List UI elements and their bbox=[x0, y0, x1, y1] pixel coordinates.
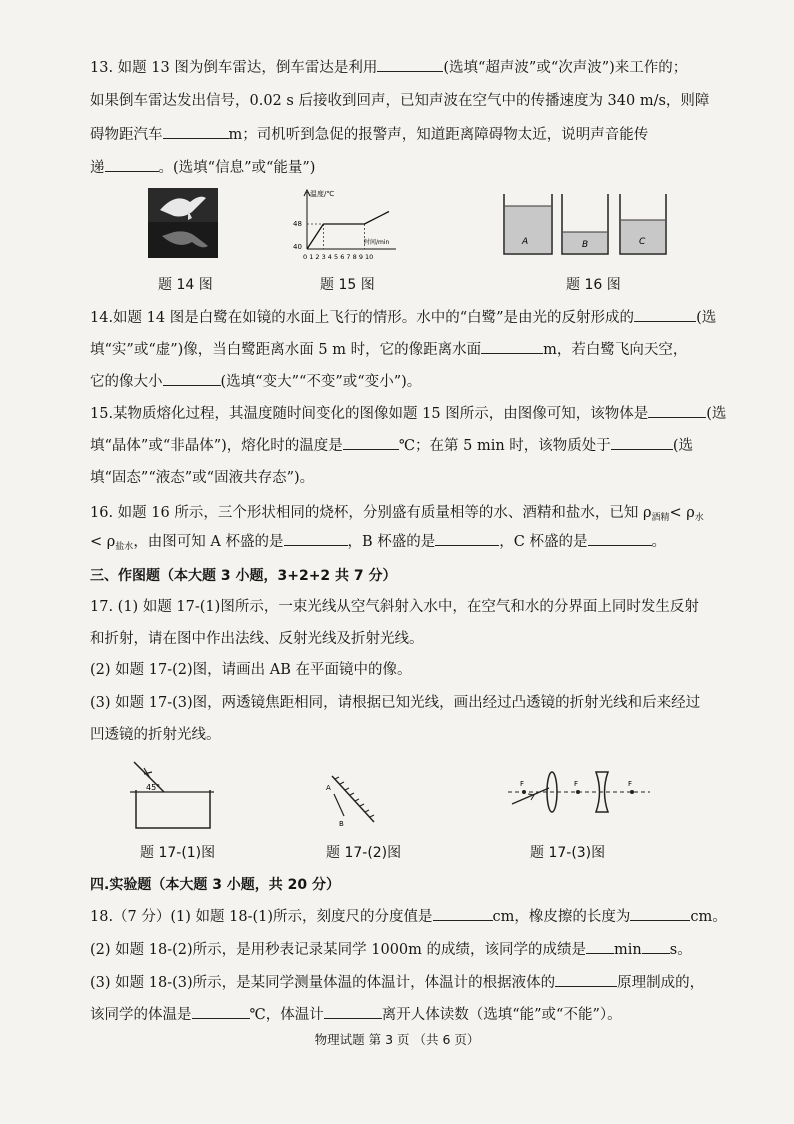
section4-heading: 四.实验题（本大题 3 小题，共 20 分） bbox=[90, 877, 341, 893]
q13-line1 bbox=[90, 57, 730, 79]
text: 该同学的体温是 bbox=[90, 1007, 192, 1023]
text: 递 bbox=[90, 160, 105, 176]
q18-line3 bbox=[90, 972, 730, 994]
fig17-2-plane-mirror bbox=[318, 772, 388, 832]
answer-blank[interactable] bbox=[435, 531, 499, 546]
q17-line1: 17. (1) 如题 17-(1)图所示，一束光线从空气斜射入水中，在空气和水的分界面上同时发生反射 bbox=[90, 599, 699, 615]
section3-heading: 三、作图题（本大题 3 小题，3+2+2 共 7 分） bbox=[90, 568, 397, 584]
label-f: F bbox=[574, 780, 579, 788]
answer-blank[interactable] bbox=[105, 157, 159, 172]
q18-line1 bbox=[90, 906, 730, 928]
text: 14.如题 14 图是白鹭在如镜的水面上飞行的情形。水中的“白鹭”是由光的反射形成的 bbox=[90, 310, 635, 326]
text: 18.（7 分）(1) 如题 18-(1)所示，刻度尺的分度值是 bbox=[90, 909, 433, 925]
label-c: C bbox=[639, 237, 646, 247]
mirror-hatching bbox=[335, 777, 374, 817]
text: m，若白鹭飞向天空， bbox=[543, 342, 688, 358]
text: 16. 如题 16 所示，三个形状相同的烧杯，分别盛有质量相等的水、酒精和盐水，已知 ρ bbox=[90, 505, 652, 521]
text: cm。 bbox=[690, 909, 727, 925]
temperature-segment bbox=[307, 224, 323, 249]
focus-point bbox=[630, 790, 634, 794]
q16-line2 bbox=[90, 531, 730, 558]
answer-blank[interactable] bbox=[630, 906, 690, 921]
answer-blank[interactable] bbox=[611, 435, 673, 450]
text: ℃；在第 5 min 时，该物质处于 bbox=[398, 438, 611, 454]
fig17-1-caption: 题 17-(1)图 bbox=[140, 845, 216, 861]
label-b: B bbox=[339, 820, 344, 828]
fig16-caption: 题 16 图 bbox=[566, 277, 621, 293]
temperature-segment bbox=[364, 212, 389, 225]
text: (选 bbox=[672, 438, 693, 454]
x-axis-label: 时间/min bbox=[364, 239, 390, 246]
tick-40: 40 bbox=[293, 243, 302, 251]
q16-line1 bbox=[90, 502, 730, 529]
q14-line3 bbox=[90, 371, 730, 393]
fig17-2-caption: 题 17-(2)图 bbox=[326, 845, 402, 861]
text: 填“固态”“液态”或“固液共存态”)。 bbox=[90, 470, 315, 486]
label-a: A bbox=[522, 237, 529, 247]
text: < ρ bbox=[669, 505, 695, 521]
mirror bbox=[332, 776, 374, 822]
q15-line3 bbox=[90, 467, 730, 489]
answer-blank[interactable] bbox=[588, 531, 652, 546]
q15-line1 bbox=[90, 403, 730, 425]
fig17-3-caption: 题 17-(3)图 bbox=[530, 845, 606, 861]
object-ab bbox=[334, 794, 344, 816]
text: s。 bbox=[669, 942, 692, 958]
text: 原理制成的， bbox=[617, 975, 705, 991]
focus-point bbox=[576, 790, 580, 794]
fig17-1-water-tank bbox=[126, 756, 216, 832]
focus-point bbox=[522, 790, 526, 794]
q17-line2: 和折射，请在图中作出法线、反射光线及折射光线。 bbox=[90, 631, 424, 647]
label-a: A bbox=[326, 784, 331, 792]
answer-blank[interactable] bbox=[586, 939, 614, 954]
label-f: F bbox=[520, 780, 525, 788]
text: 填“晶体”或“非晶体”)，熔化时的温度是 bbox=[90, 438, 343, 454]
answer-blank[interactable] bbox=[192, 1004, 250, 1019]
q18-line2 bbox=[90, 939, 730, 961]
text: 填“实”或“虚”)像，当白鹭距离水面 5 m 时，它的像距离水面 bbox=[90, 342, 482, 358]
egret-photo bbox=[148, 188, 218, 258]
tank bbox=[136, 790, 210, 828]
text: (选 bbox=[696, 310, 717, 326]
answer-blank[interactable] bbox=[163, 124, 229, 139]
text: (选填“超声波”或“次声波”)来工作的； bbox=[443, 60, 688, 76]
answer-blank[interactable] bbox=[648, 403, 706, 418]
incident-ray bbox=[512, 788, 549, 804]
fig14-caption: 题 14 图 bbox=[158, 277, 213, 293]
text: 如果倒车雷达发出信号，0.02 s 后接收到回声，已知声波在空气中的传播速度为 340 m/s，则障 bbox=[90, 93, 710, 109]
q14-line1 bbox=[90, 307, 730, 329]
q13-line3 bbox=[90, 124, 730, 146]
angle-label: 45° bbox=[146, 783, 161, 792]
text: 。 bbox=[651, 534, 666, 550]
q17-line5: 凹透镜的折射光线。 bbox=[90, 727, 221, 743]
answer-blank[interactable] bbox=[377, 57, 443, 72]
x-tick-labels: 0 1 2 3 4 5 6 7 8 9 10 bbox=[303, 253, 374, 261]
q17-line3: (2) 如题 17-(2)图，请画出 AB 在平面镜中的像。 bbox=[90, 662, 412, 678]
answer-blank[interactable] bbox=[555, 972, 617, 987]
answer-blank[interactable] bbox=[642, 939, 670, 954]
answer-blank[interactable] bbox=[634, 307, 696, 322]
subscript: 盐水 bbox=[115, 542, 134, 552]
text: 15.某物质熔化过程，其温度随时间变化的图像如题 15 图所示，由图像可知，该物体是 bbox=[90, 406, 649, 422]
melting-graph bbox=[292, 186, 402, 262]
label-b: B bbox=[582, 240, 589, 250]
answer-blank[interactable] bbox=[284, 531, 348, 546]
beaker-a bbox=[504, 194, 552, 254]
text: (2) 如题 18-(2)所示，是用秒表记录某同学 1000m 的成绩，该同学的成绩是 bbox=[90, 942, 587, 958]
q14-line2 bbox=[90, 339, 730, 361]
q15-line2 bbox=[90, 435, 730, 457]
fig15-caption: 题 15 图 bbox=[320, 277, 375, 293]
text: 。(选填“信息”或“能量”) bbox=[158, 160, 316, 176]
text: 碍物距汽车 bbox=[90, 127, 163, 143]
text: (选 bbox=[706, 406, 727, 422]
page-footer: 物理试题 第 3 页 （共 6 页） bbox=[314, 1032, 480, 1047]
answer-blank[interactable] bbox=[343, 435, 399, 450]
text: 13. 如题 13 图为倒车雷达，倒车雷达是利用 bbox=[90, 60, 378, 76]
text: 它的像大小 bbox=[90, 374, 163, 390]
subscript: 水 bbox=[694, 513, 704, 523]
text: ，B 杯盛的是 bbox=[347, 534, 436, 550]
text: (选填“变大”“不变”或“变小”)。 bbox=[220, 374, 422, 390]
beaker-c bbox=[620, 194, 666, 254]
answer-blank[interactable] bbox=[481, 339, 543, 354]
answer-blank[interactable] bbox=[163, 371, 221, 386]
y-axis-label: 温度/℃ bbox=[310, 190, 335, 198]
text: ，C 杯盛的是 bbox=[499, 534, 588, 550]
beaker-b bbox=[562, 194, 608, 254]
q13-line4 bbox=[90, 157, 730, 179]
text: 离开人体读数（选填“能”或“不能”）。 bbox=[381, 1007, 622, 1023]
text: m；司机听到急促的报警声，知道距离障碍物太近，说明声音能传 bbox=[228, 127, 649, 143]
answer-blank[interactable] bbox=[324, 1004, 382, 1019]
text: cm，橡皮擦的长度为 bbox=[492, 909, 631, 925]
text: < ρ bbox=[90, 534, 116, 550]
answer-blank[interactable] bbox=[433, 906, 493, 921]
fig17-3-lenses bbox=[504, 770, 654, 826]
label-f: F bbox=[628, 780, 633, 788]
text: (3) 如题 18-(3)所示，是某同学测量体温的体温计，体温计的根据液体的 bbox=[90, 975, 556, 991]
tick-48: 48 bbox=[293, 220, 302, 228]
three-beakers bbox=[502, 192, 668, 258]
subscript: 酒精 bbox=[651, 513, 670, 523]
text: ℃，体温计 bbox=[249, 1007, 324, 1023]
q13-line2 bbox=[90, 90, 730, 112]
text: ，由图可知 A 杯盛的是 bbox=[133, 534, 284, 550]
q18-line4 bbox=[90, 1004, 730, 1026]
q17-line4: (3) 如题 17-(3)图，两透镜焦距相同，请根据已知光线，画出经过凸透镜的折射光线和后来经过 bbox=[90, 695, 701, 711]
text: min bbox=[614, 942, 642, 958]
